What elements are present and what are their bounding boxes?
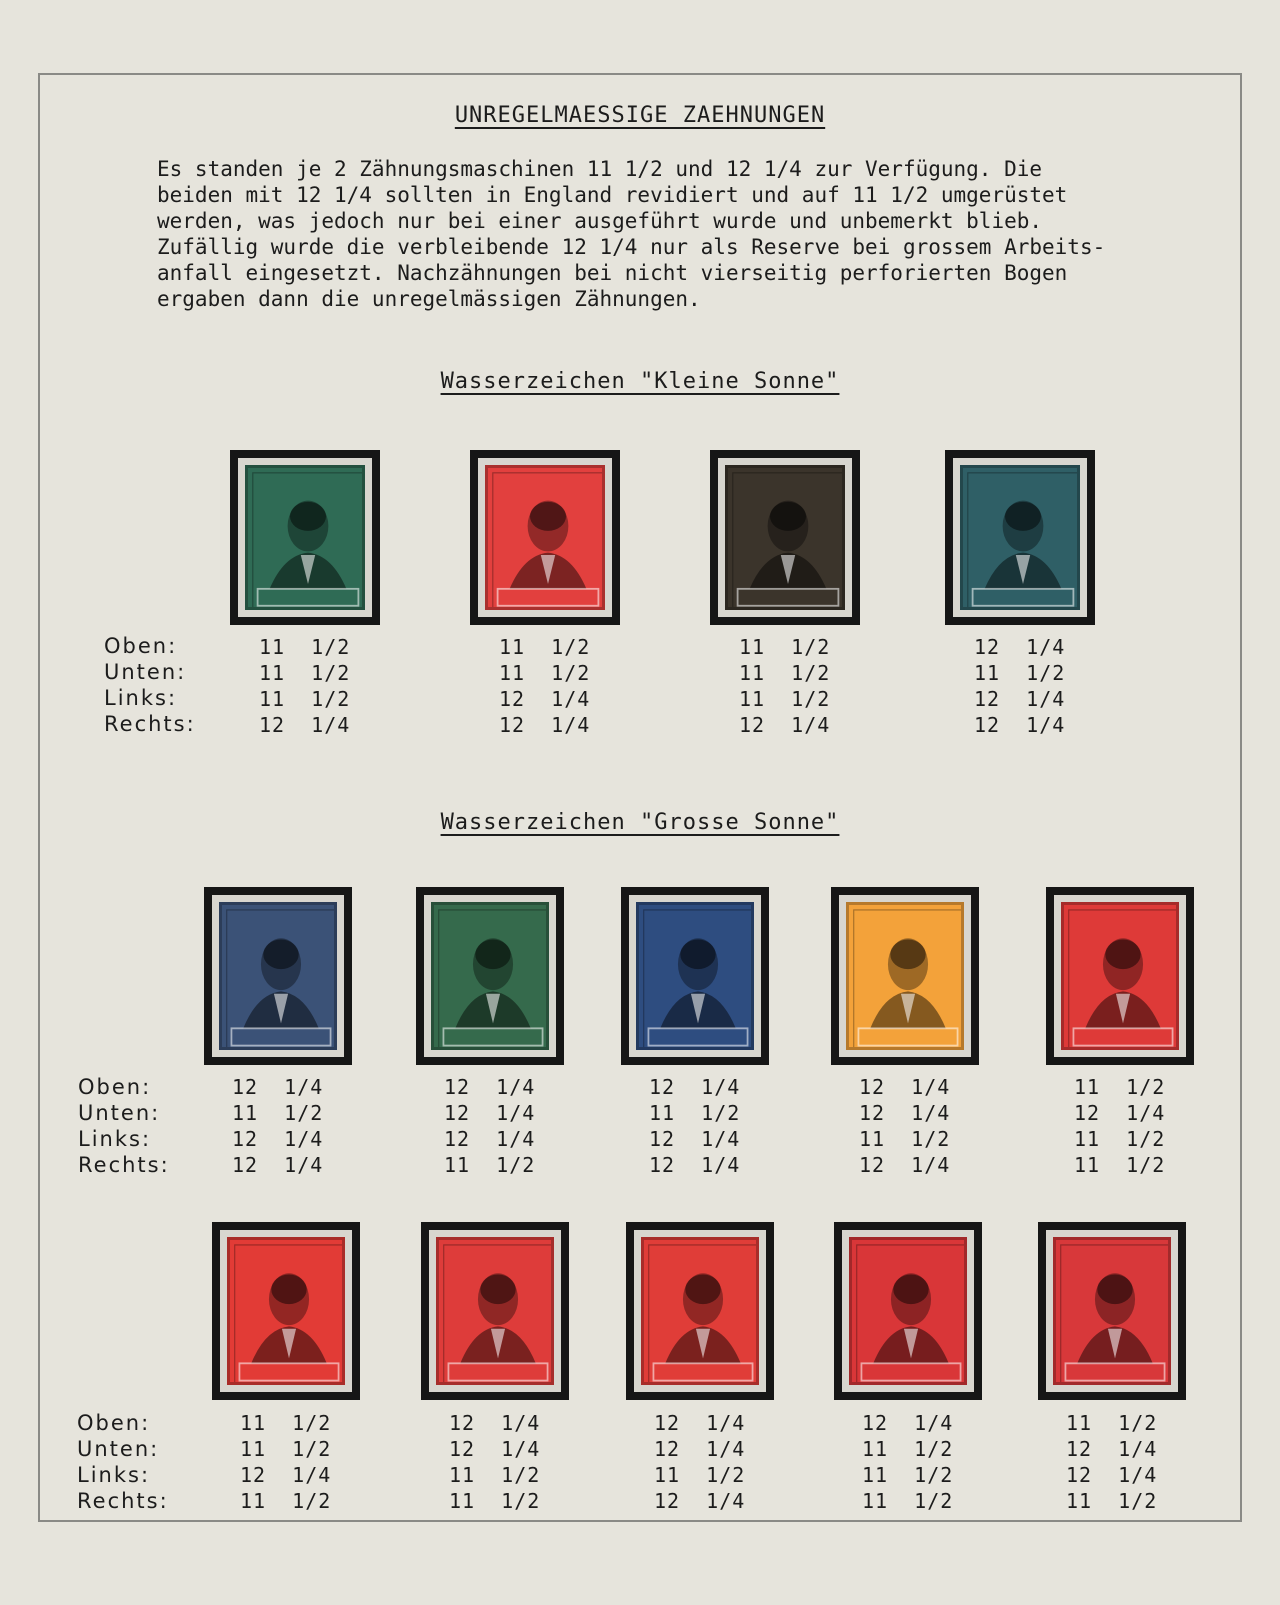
stamp-portrait bbox=[849, 1237, 967, 1385]
perforation-value: 11 1/2 bbox=[649, 1101, 741, 1125]
stamp bbox=[945, 450, 1095, 625]
perforation-value: 12 1/4 bbox=[1066, 1437, 1158, 1461]
stamp-portrait bbox=[636, 902, 754, 1050]
perforation-values bbox=[862, 1410, 953, 1514]
section-heading-grosse-sonne: Wasserzeichen "Grosse Sonne" bbox=[440, 810, 840, 835]
perforation-value: 11 1/2 bbox=[449, 1463, 541, 1487]
perforation-value: 12 1/4 bbox=[654, 1437, 746, 1461]
label-right: Rechts: bbox=[78, 1153, 170, 1177]
perforation-value: 12 1/4 bbox=[232, 1153, 324, 1177]
label-bottom: Unten: bbox=[77, 1437, 160, 1461]
perforation-values bbox=[1074, 1074, 1165, 1178]
perforation-values bbox=[974, 634, 1065, 738]
perforation-value: 11 1/2 bbox=[1074, 1153, 1166, 1177]
perforation-value: 12 1/4 bbox=[232, 1127, 324, 1151]
intro-paragraph bbox=[157, 156, 1147, 312]
page-title: UNREGELMAESSIGE ZAEHNUNGEN bbox=[454, 103, 826, 128]
perforation-values bbox=[449, 1410, 540, 1514]
label-top: Oben: bbox=[78, 1075, 152, 1099]
perforation-value: 12 1/4 bbox=[1066, 1463, 1158, 1487]
perforation-value: 11 1/2 bbox=[1074, 1075, 1166, 1099]
perforation-values bbox=[240, 1410, 331, 1514]
stamp-portrait bbox=[1053, 1237, 1171, 1385]
perforation-value: 12 1/4 bbox=[1074, 1101, 1166, 1125]
perforation-values bbox=[739, 634, 830, 738]
perforation-value: 12 1/4 bbox=[449, 1437, 541, 1461]
perforation-value: 11 1/2 bbox=[444, 1153, 536, 1177]
perforation-values bbox=[1066, 1410, 1157, 1514]
perforation-value: 11 1/2 bbox=[654, 1463, 746, 1487]
stamp bbox=[470, 450, 620, 625]
perforation-value: 11 1/2 bbox=[259, 635, 351, 659]
stamp bbox=[204, 887, 352, 1065]
label-bottom: Unten: bbox=[104, 660, 187, 684]
stamp-portrait bbox=[431, 902, 549, 1050]
stamp bbox=[626, 1222, 774, 1400]
perforation-value: 11 1/2 bbox=[240, 1489, 332, 1513]
perforation-value: 11 1/2 bbox=[1074, 1127, 1166, 1151]
perforation-value: 11 1/2 bbox=[259, 661, 351, 685]
perforation-value: 11 1/2 bbox=[739, 661, 831, 685]
perforation-value: 11 1/2 bbox=[240, 1411, 332, 1435]
perforation-value: 11 1/2 bbox=[859, 1127, 951, 1151]
perforation-value: 12 1/4 bbox=[499, 713, 591, 737]
label-left: Links: bbox=[78, 1127, 152, 1151]
perforation-value: 12 1/4 bbox=[974, 687, 1066, 711]
section-heading-kleine-sonne: Wasserzeichen "Kleine Sonne" bbox=[440, 369, 840, 394]
perforation-value: 11 1/2 bbox=[499, 661, 591, 685]
stamp-portrait bbox=[245, 465, 365, 610]
label-column-grosse-2 bbox=[77, 1410, 169, 1514]
perforation-value: 11 1/2 bbox=[974, 661, 1066, 685]
perforation-value: 11 1/2 bbox=[739, 687, 831, 711]
stamp bbox=[1038, 1222, 1186, 1400]
perforation-value: 12 1/4 bbox=[444, 1075, 536, 1099]
perforation-values bbox=[649, 1074, 740, 1178]
perforation-value: 12 1/4 bbox=[444, 1101, 536, 1125]
label-top: Oben: bbox=[77, 1411, 151, 1435]
stamp-portrait bbox=[725, 465, 845, 610]
intro-line: Zufällig wurde die verbleibende 12 1/4 nur als Reserve bei grossem Arbeits- bbox=[157, 235, 1106, 259]
perforation-value: 12 1/4 bbox=[859, 1075, 951, 1099]
stamp bbox=[834, 1222, 982, 1400]
intro-line: Es standen je 2 Zähnungsmaschinen 11 1/2 und 12 1/4 zur Verfügung. Die bbox=[157, 157, 1043, 181]
label-column-kleine bbox=[104, 633, 196, 737]
stamp-portrait bbox=[485, 465, 605, 610]
perforation-value: 12 1/4 bbox=[499, 687, 591, 711]
perforation-values bbox=[499, 634, 590, 738]
perforation-value: 12 1/4 bbox=[859, 1101, 951, 1125]
stamp-portrait bbox=[219, 902, 337, 1050]
perforation-value: 12 1/4 bbox=[859, 1153, 951, 1177]
perforation-value: 12 1/4 bbox=[444, 1127, 536, 1151]
stamp bbox=[212, 1222, 360, 1400]
stamp-portrait bbox=[846, 902, 964, 1050]
stamp bbox=[421, 1222, 569, 1400]
label-top: Oben: bbox=[104, 634, 178, 658]
stamp bbox=[1046, 887, 1194, 1065]
perforation-value: 12 1/4 bbox=[232, 1075, 324, 1099]
perforation-value: 12 1/4 bbox=[240, 1463, 332, 1487]
perforation-value: 11 1/2 bbox=[862, 1463, 954, 1487]
stamp bbox=[621, 887, 769, 1065]
perforation-value: 12 1/4 bbox=[259, 713, 351, 737]
stamp bbox=[831, 887, 979, 1065]
stamp-portrait bbox=[1061, 902, 1179, 1050]
stamp bbox=[230, 450, 380, 625]
intro-line: ergaben dann die unregelmässigen Zähnungen. bbox=[157, 287, 701, 311]
stamp bbox=[416, 887, 564, 1065]
perforation-value: 12 1/4 bbox=[974, 635, 1066, 659]
perforation-value: 12 1/4 bbox=[649, 1153, 741, 1177]
perforation-values bbox=[232, 1074, 323, 1178]
perforation-values bbox=[259, 634, 350, 738]
perforation-value: 12 1/4 bbox=[654, 1489, 746, 1513]
label-right: Rechts: bbox=[77, 1489, 169, 1513]
perforation-value: 11 1/2 bbox=[739, 635, 831, 659]
perforation-value: 11 1/2 bbox=[1066, 1411, 1158, 1435]
perforation-value: 11 1/2 bbox=[862, 1489, 954, 1513]
perforation-value: 11 1/2 bbox=[449, 1489, 541, 1513]
perforation-value: 12 1/4 bbox=[649, 1127, 741, 1151]
intro-line: beiden mit 12 1/4 sollten in England revidiert und auf 11 1/2 umgerüstet bbox=[157, 183, 1068, 207]
label-column-grosse-1 bbox=[78, 1074, 170, 1178]
perforation-value: 12 1/4 bbox=[649, 1075, 741, 1099]
stamp-portrait bbox=[641, 1237, 759, 1385]
perforation-value: 11 1/2 bbox=[1066, 1489, 1158, 1513]
perforation-value: 11 1/2 bbox=[232, 1101, 324, 1125]
intro-line: anfall eingesetzt. Nachzähnungen bei nicht vierseitig perforierten Bogen bbox=[157, 261, 1068, 285]
label-right: Rechts: bbox=[104, 712, 196, 736]
perforation-value: 11 1/2 bbox=[862, 1437, 954, 1461]
perforation-value: 12 1/4 bbox=[862, 1411, 954, 1435]
perforation-value: 12 1/4 bbox=[974, 713, 1066, 737]
perforation-values bbox=[444, 1074, 535, 1178]
stamp-portrait bbox=[436, 1237, 554, 1385]
stamp bbox=[710, 450, 860, 625]
perforation-value: 12 1/4 bbox=[449, 1411, 541, 1435]
intro-line: werden, was jedoch nur bei einer ausgeführt wurde und unbemerkt blieb. bbox=[157, 209, 1043, 233]
stamp-portrait bbox=[960, 465, 1080, 610]
perforation-values bbox=[859, 1074, 950, 1178]
perforation-value: 12 1/4 bbox=[654, 1411, 746, 1435]
perforation-value: 11 1/2 bbox=[240, 1437, 332, 1461]
label-bottom: Unten: bbox=[78, 1101, 161, 1125]
stamp-portrait bbox=[227, 1237, 345, 1385]
label-left: Links: bbox=[104, 686, 178, 710]
label-left: Links: bbox=[77, 1463, 151, 1487]
perforation-values bbox=[654, 1410, 745, 1514]
perforation-value: 12 1/4 bbox=[739, 713, 831, 737]
perforation-value: 11 1/2 bbox=[259, 687, 351, 711]
perforation-value: 11 1/2 bbox=[499, 635, 591, 659]
